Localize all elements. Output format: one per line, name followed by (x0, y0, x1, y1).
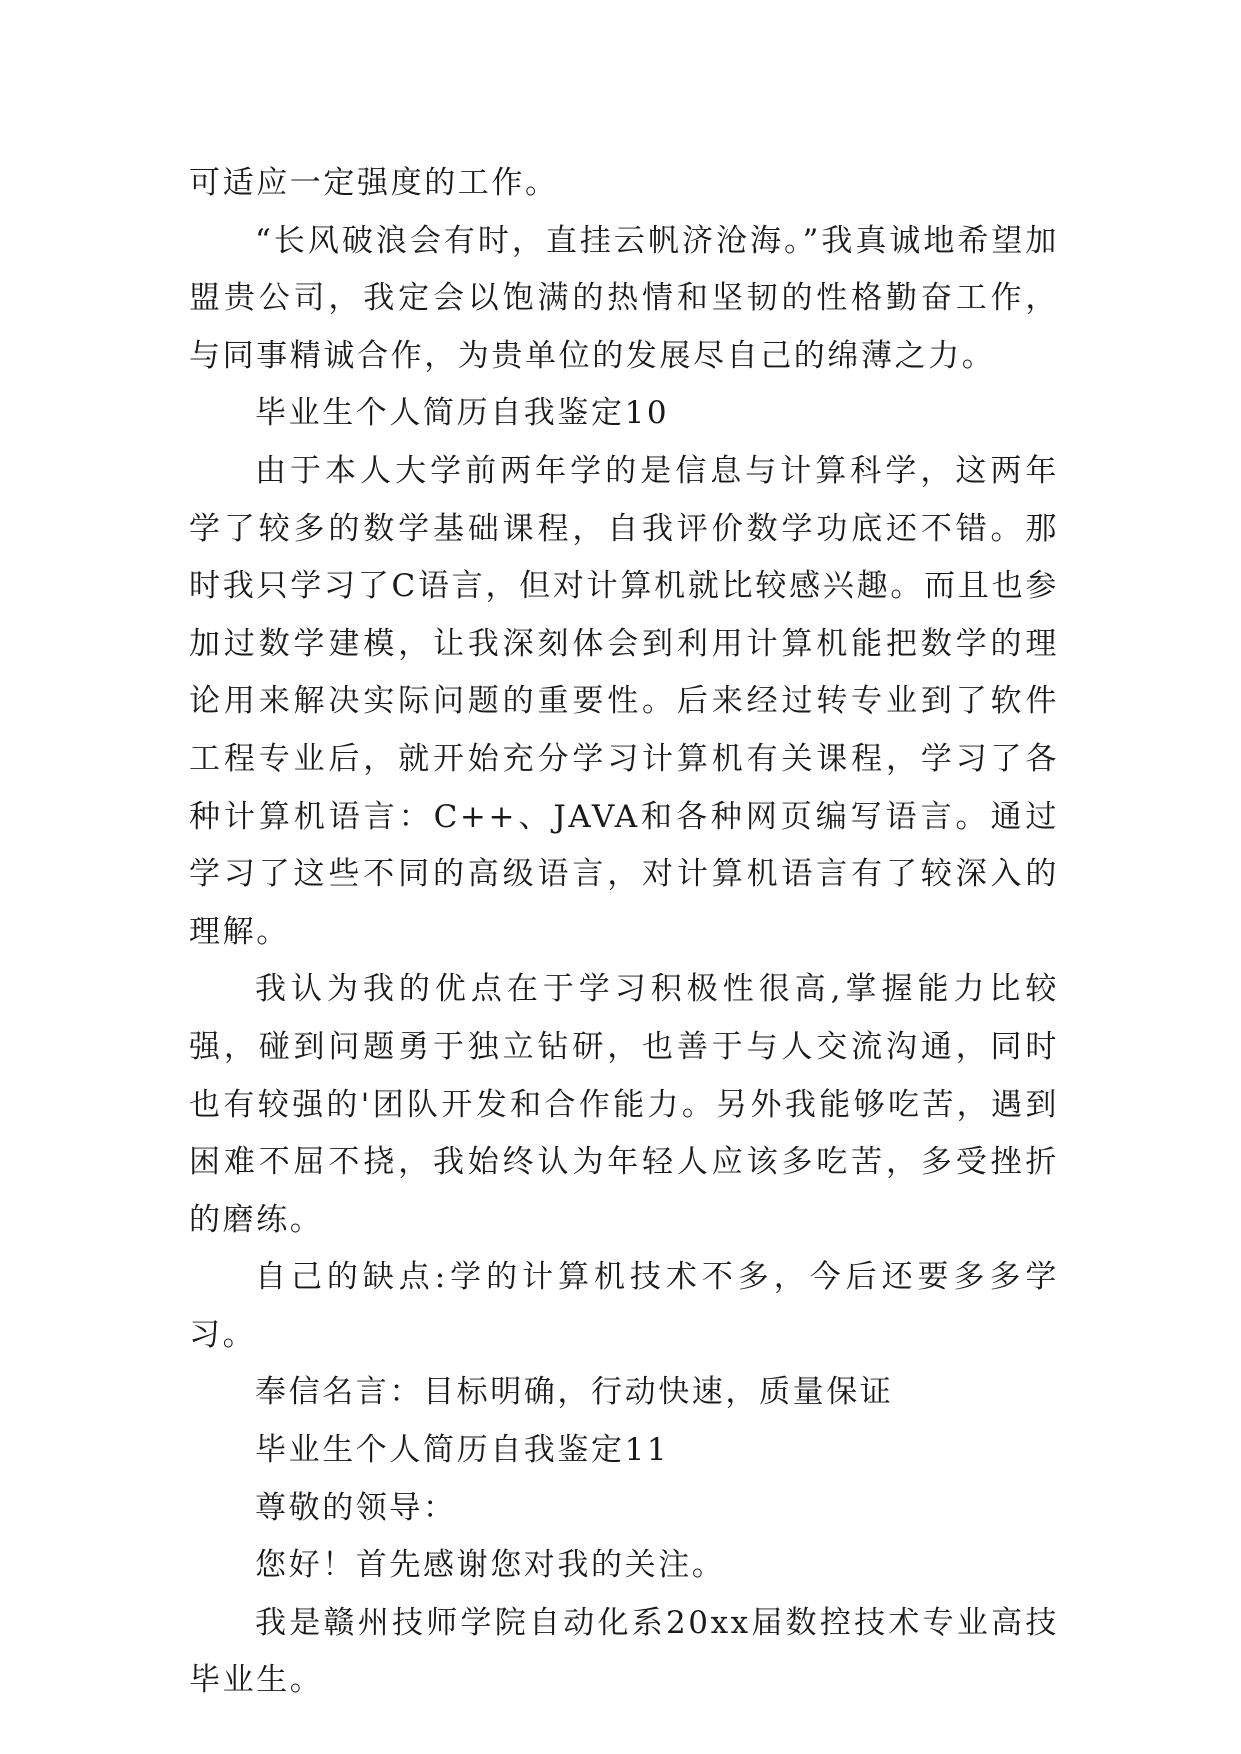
salutation: 尊敬的领导： (255, 1489, 457, 1526)
paragraph-education-background: 由于本人大学前两年学的是信息与计算科学，这两年学了较多的数学基础课程，自我评价数学功底还不错。那时我只学习了C语言，但对计算机就比较感兴趣。而且也参加过数学建模，让我深刻体会到利用计算机能把数学的理论用来解决实际问题的重要性。后来经过转专业到了软件工程专业后，就开始充分学习计算机有关课程，学习了各种计算机语言：C++、JAVA和各种网页编写语言。通过学习了这些不同的高级语言，对计算机语言有了较深入的理解。 (189, 452, 1059, 950)
paragraph-motto: 奉信名言：目标明确，行动快速，质量保证 (255, 1374, 894, 1411)
greeting: 您好！首先感谢您对我的关注。 (255, 1547, 726, 1584)
paragraph-weaknesses: 自己的缺点:学的计算机技术不多，今后还要多多学习。 (189, 1259, 1059, 1353)
paragraph-work-intensity: 可适应一定强度的工作。 (189, 165, 559, 201)
paragraph-closing-wish: “长风破浪会有时，直挂云帆济沧海。”我真诚地希望加盟贵公司，我定会以饱满的热情和坚韧的性格勤奋工作，与同事精诚合作，为贵单位的发展尽自己的绵薄之力。 (189, 222, 1059, 374)
paragraph-self-introduction: 我是赣州技师学院自动化系20xx届数控技术专业高技毕业生。 (189, 1604, 1059, 1699)
paragraph-strengths: 我认为我的优点在于学习积极性很高,掌握能力比较强，碰到问题勇于独立钻研，也善于与人交流沟通，同时也有较强的'团队开发和合作能力。另外我能够吃苦，遇到困难不屈不挠，我始终认为年轻人应该多吃苦，多受挫折的磨练。 (189, 971, 1059, 1238)
section-heading-10: 毕业生个人简历自我鉴定10 (255, 395, 670, 432)
document-body (189, 155, 1059, 1710)
section-heading-11: 毕业生个人简历自我鉴定11 (255, 1432, 670, 1469)
